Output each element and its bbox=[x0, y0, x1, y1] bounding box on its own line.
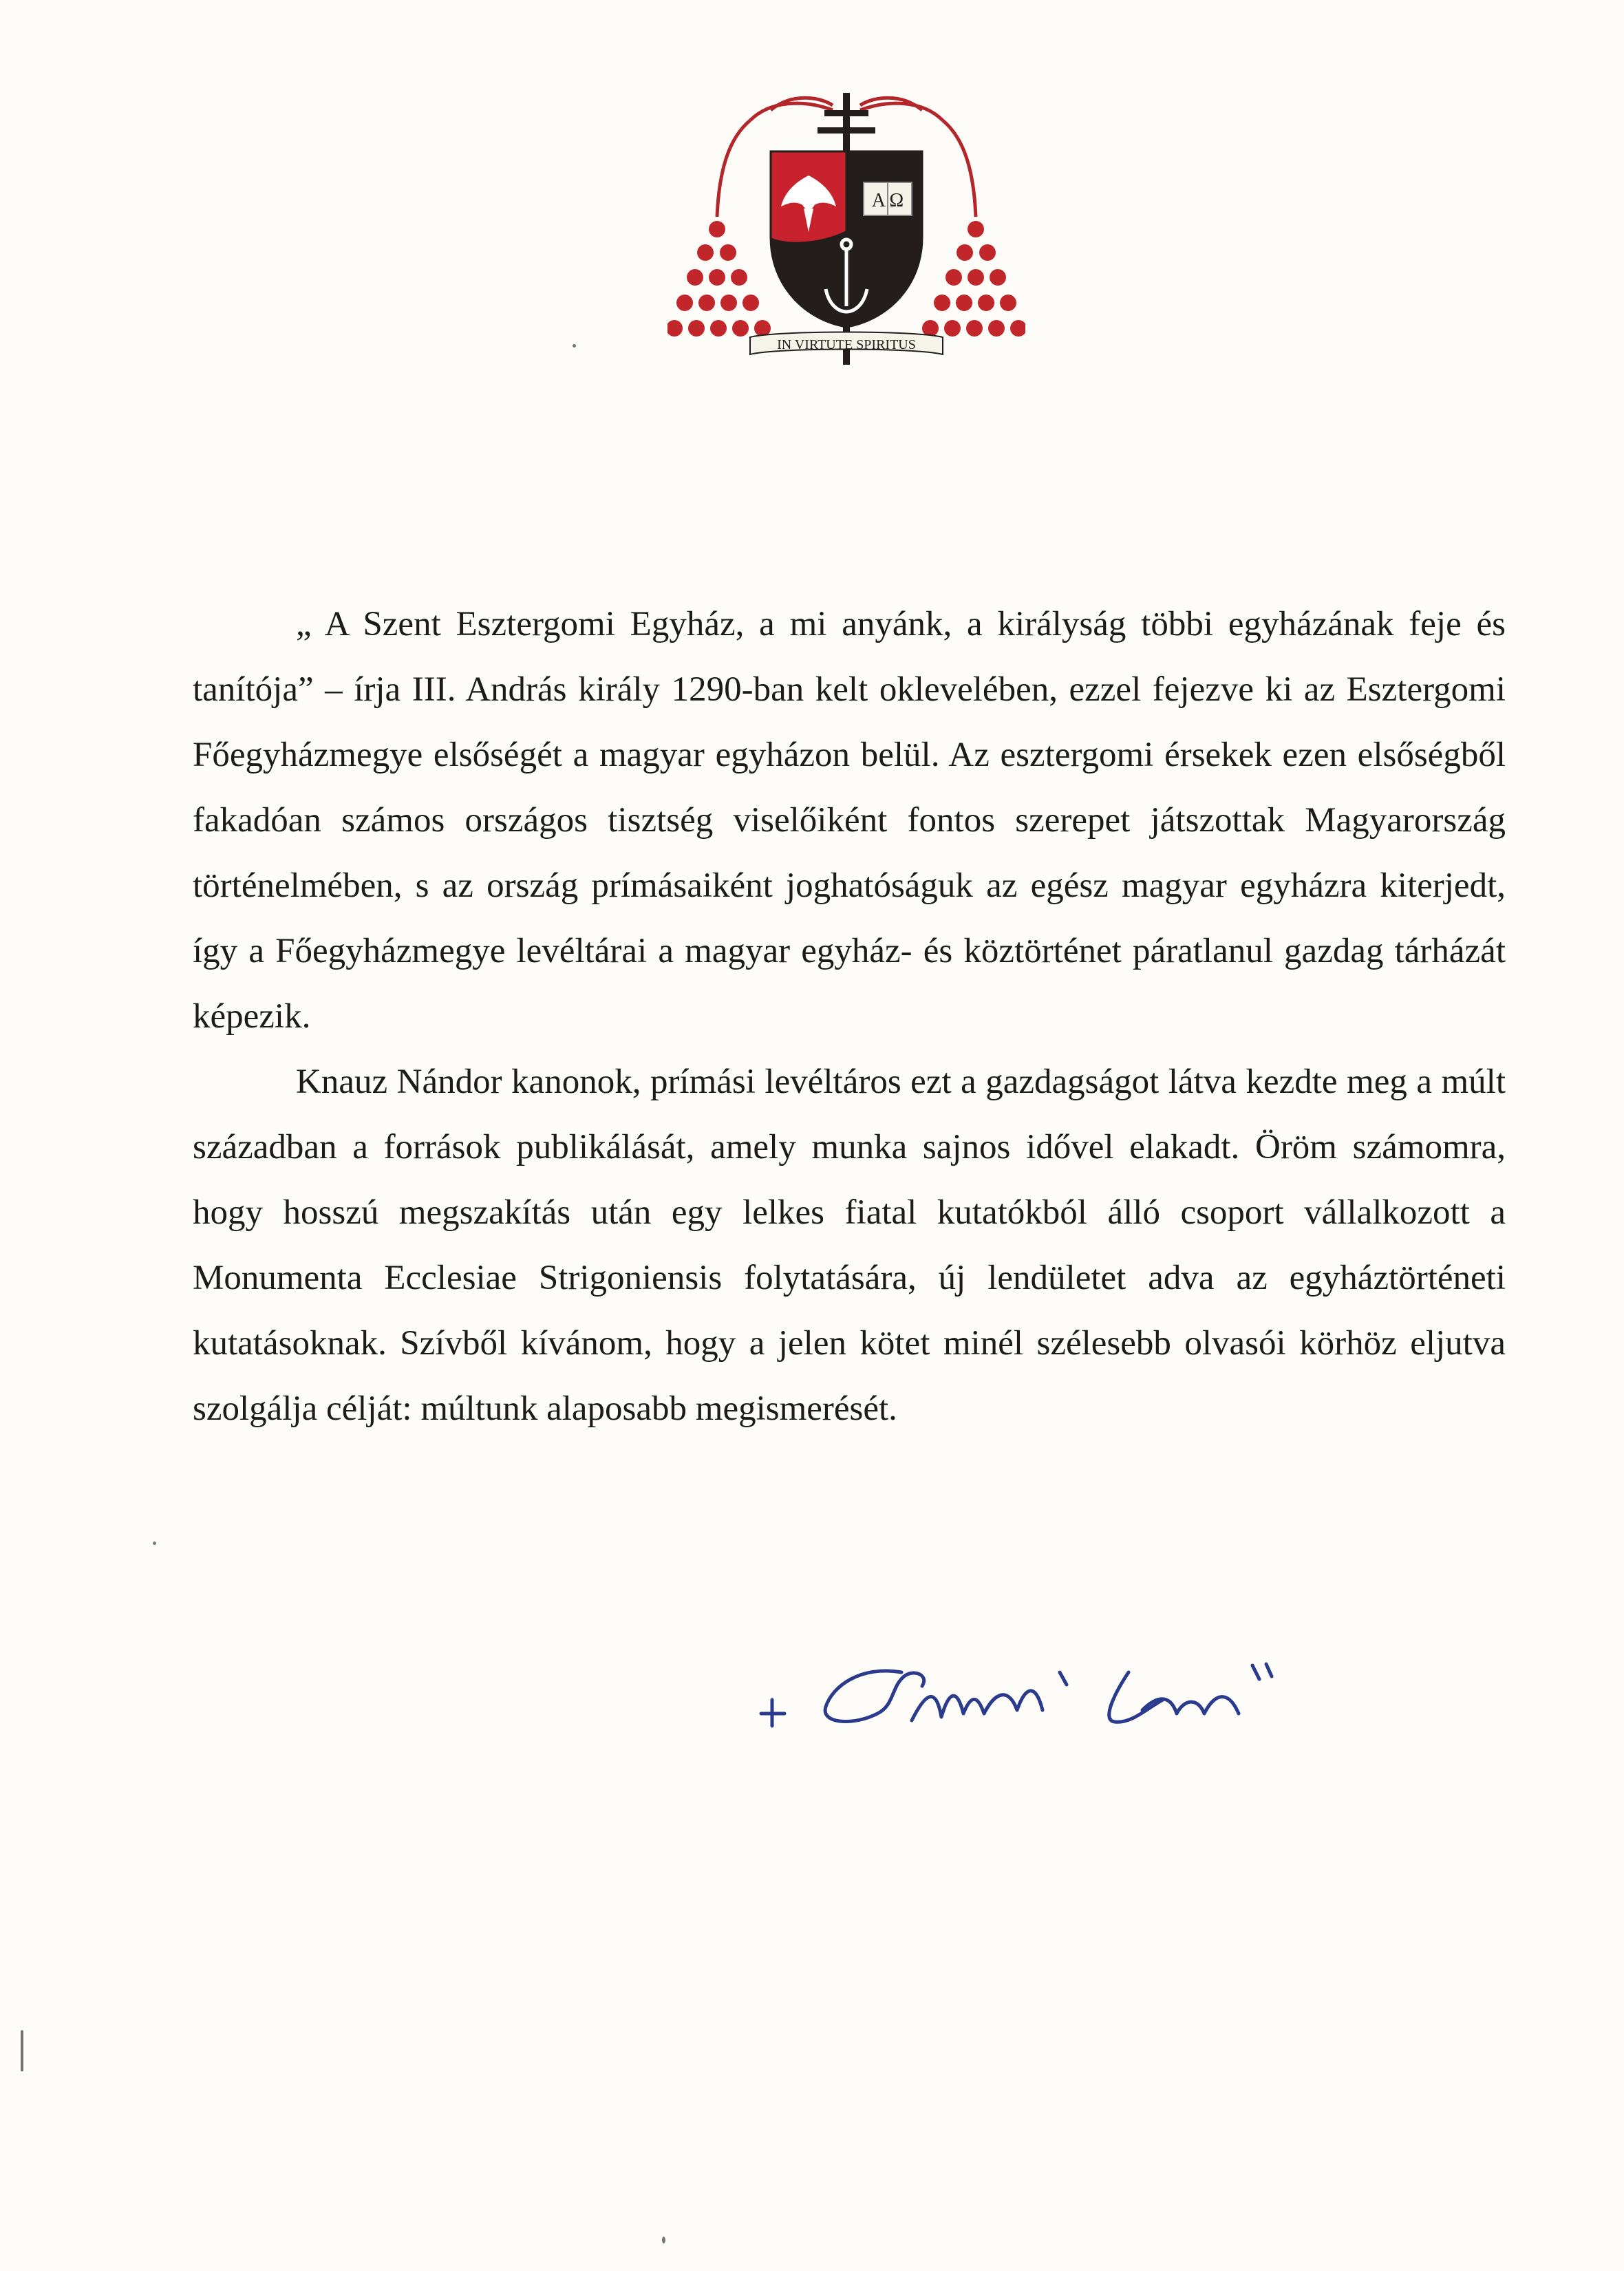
tassels-left bbox=[667, 221, 771, 337]
book-letters: A Ω bbox=[871, 190, 904, 211]
paragraph-1: „ A Szent Esztergomi Egyház, a mi anyánk, a királyság többi egyházának feje és tanítója” – írja III. András király 1290-ban kelt oklevelében, ezzel fejezve ki az Esztergomi Főegyházmegye elsőségét a magyar egyházon belül. Az esztergomi érsekek ezen elsőségből fakadóan számos országos tisztség viselőiként fontos szerepet játszottak Magyarország történelmében, s az ország prímásaiként joghatóságuk az egész magyar egyházra kiterjedt, így a Főegyházmegye levéltárai a magyar egyház- és köztörténet páratlanul gazdag tárházát képezik. bbox=[193, 605, 1506, 1036]
scan-speck bbox=[153, 1542, 156, 1545]
motto-text: IN VIRTUTE SPIRITUS bbox=[777, 337, 916, 352]
motto-ribbon bbox=[750, 332, 943, 355]
signature bbox=[757, 1645, 1307, 1748]
paragraph-2: Knauz Nándor kanonok, prímási levéltáros ezt a gazdagságot látva kezdte meg a múlt században a források publikálását, amely munka sajnos idővel elakadt. Öröm számomra, hogy hosszú megszakítás után egy lelkes fiatal kutatókból álló csoport vállalkozott a Monumenta Ecclesiae Strigoniensis folytatására, új lendületet adva az egyháztörténeti kutatásoknak. Szívből kívánom, hogy a jelen kötet minél szélesebb olvasói körhöz eljutva szolgálja célját: múltunk alaposabb megismerését. bbox=[193, 1063, 1506, 1428]
shield bbox=[771, 151, 922, 327]
scan-speck bbox=[662, 2237, 665, 2243]
tassels-right bbox=[922, 221, 1025, 337]
scan-speck bbox=[573, 344, 576, 348]
coat-of-arms bbox=[667, 72, 1025, 375]
letter-body bbox=[193, 592, 1506, 1442]
book-icon bbox=[864, 182, 912, 215]
scan-speck bbox=[21, 2030, 23, 2071]
